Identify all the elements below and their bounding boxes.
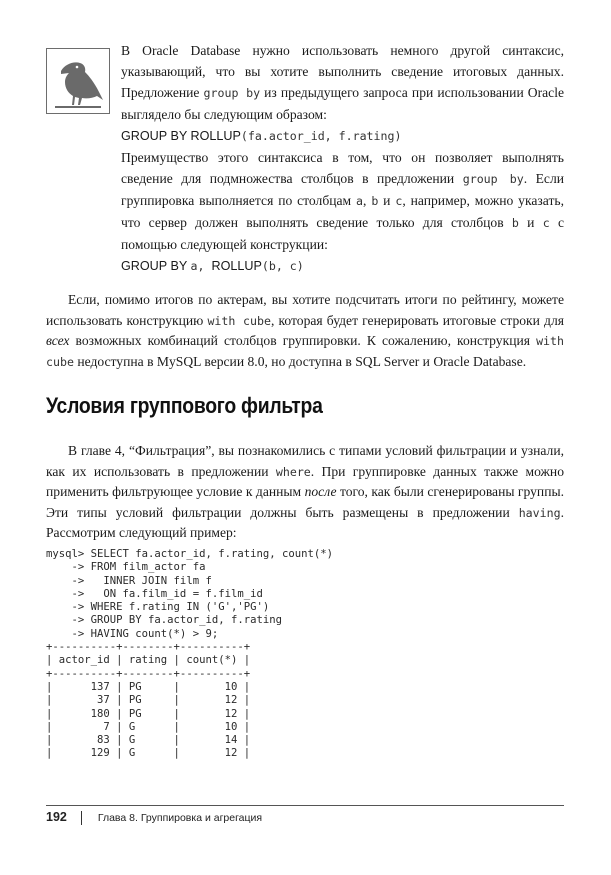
text-segment: with cube — [46, 334, 564, 369]
section-heading: Условия группового фильтра — [46, 393, 323, 418]
crow-icon — [46, 48, 110, 114]
code-line: -> INNER JOIN film f — [46, 574, 212, 587]
note-text — [121, 40, 564, 277]
crow-icon-graphic — [47, 49, 109, 113]
text-segment: group by — [203, 86, 261, 100]
text-segment: того, как были сгенерированы группы. Эти типы условий фильтрации должны быть размещены в предложении — [46, 484, 564, 520]
text-segment: возможных комбинаций столбцов группировки. К сожалению, конструкция — [69, 333, 537, 348]
code-line: -> ON fa.film_id = f.film_id — [46, 587, 263, 600]
code-line: | 180 | PG | 12 | — [46, 707, 251, 720]
code-line: | actor_id | rating | count(*) | — [46, 654, 251, 667]
code-line: +----------+--------+----------+ — [46, 667, 251, 680]
text-segment: (fa.actor_id, f.rating) — [240, 129, 402, 143]
text-segment: having — [518, 505, 561, 520]
text-segment: Если, помимо итогов по актерам, вы хотите подсчитать итоги по рейтингу, можете использовать конструкцию — [46, 292, 564, 328]
code-line: -> GROUP BY fa.actor_id, f.rating — [46, 614, 282, 627]
note-paragraph-2 — [121, 147, 564, 255]
text-segment: c — [395, 194, 403, 208]
text-segment: недоступна в MySQL версии 8.0, но доступна в SQL Server и Oracle Database. — [73, 353, 527, 369]
code-line: | 129 | G | 12 | — [46, 747, 251, 760]
note-paragraph-1 — [121, 40, 564, 125]
page-footer — [46, 810, 262, 825]
text-segment: b — [371, 194, 379, 208]
chapter-title: Глава 8. Группировка и агрегация — [97, 812, 263, 824]
code-line: | 83 | G | 14 | — [46, 734, 251, 747]
text-segment: В Oracle Database нужно использовать немного другой синтаксис, указывающий, что вы хотите выполнить сведение итоговых данных. Предложение — [121, 43, 564, 100]
code-line: | 137 | PG | 10 | — [46, 680, 251, 693]
text-segment: where — [275, 464, 311, 479]
text-segment: b — [511, 216, 519, 230]
text-segment: , которая будет генерировать итоговые строки для — [270, 312, 564, 328]
code-line: mysql> SELECT fa.actor_id, f.rating, count(*) — [46, 548, 334, 560]
footer-separator — [81, 811, 82, 825]
text-segment: . Рассмотрим следующий пример: — [46, 504, 564, 540]
text-segment: with cube — [207, 313, 271, 328]
code-line: | 37 | PG | 12 | — [46, 694, 251, 707]
text-segment: , например, можно указать, что сервер должен выполнять сведение только для столбцов — [121, 193, 564, 230]
code-line: -> WHERE f.rating IN ('G','PG') — [46, 601, 270, 614]
text-segment: из предыдущего запроса при использовании Oracle выглядело бы следующим образом: — [121, 85, 565, 122]
note-code-rollup-2 — [121, 255, 564, 277]
paragraph-with-cube — [46, 290, 564, 372]
text-segment: ROLLUP — [211, 259, 262, 273]
text-segment: . При группировке данных также можно применить фильтрующее условие к данным — [46, 463, 564, 499]
text-segment: после — [304, 484, 337, 499]
text-segment: всех — [46, 333, 70, 348]
text-segment: с помощью следующей конструкции: — [121, 215, 565, 252]
code-line: -> FROM film_actor fa — [46, 561, 206, 574]
text-segment: и — [518, 215, 543, 230]
code-line: | 7 | G | 10 | — [46, 720, 251, 733]
text-segment: c — [542, 216, 550, 230]
page-number: 192 — [46, 810, 67, 824]
text-segment: a, — [190, 259, 212, 273]
text-segment: и — [378, 193, 396, 208]
code-line: +----------+--------+----------+ — [46, 641, 251, 654]
text-segment: , — [363, 193, 372, 208]
text-segment: (b, c) — [261, 259, 304, 273]
paragraph-having — [46, 441, 564, 544]
sql-code-listing — [46, 548, 566, 761]
text-segment: GROUP BY ROLLUP — [121, 129, 241, 143]
text-segment: GROUP BY — [121, 259, 191, 273]
code-line: -> HAVING count(*) > 9; — [46, 627, 219, 640]
text-segment: В главе 4, “Фильтрация”, вы познакомились с типами условий фильтрации и узнали, как их использовать в предложении — [46, 443, 564, 479]
text-segment: Преимущество этого синтаксиса в том, что он позволяет выполнять сведение для подмножества столбцов в предложении — [121, 150, 564, 186]
note-code-rollup-1 — [121, 125, 564, 147]
text-segment: group by — [462, 172, 524, 186]
text-segment: . Если группировка выполняется по столбцам — [121, 171, 565, 208]
text-segment: a — [356, 194, 364, 208]
footer-divider — [46, 805, 564, 806]
